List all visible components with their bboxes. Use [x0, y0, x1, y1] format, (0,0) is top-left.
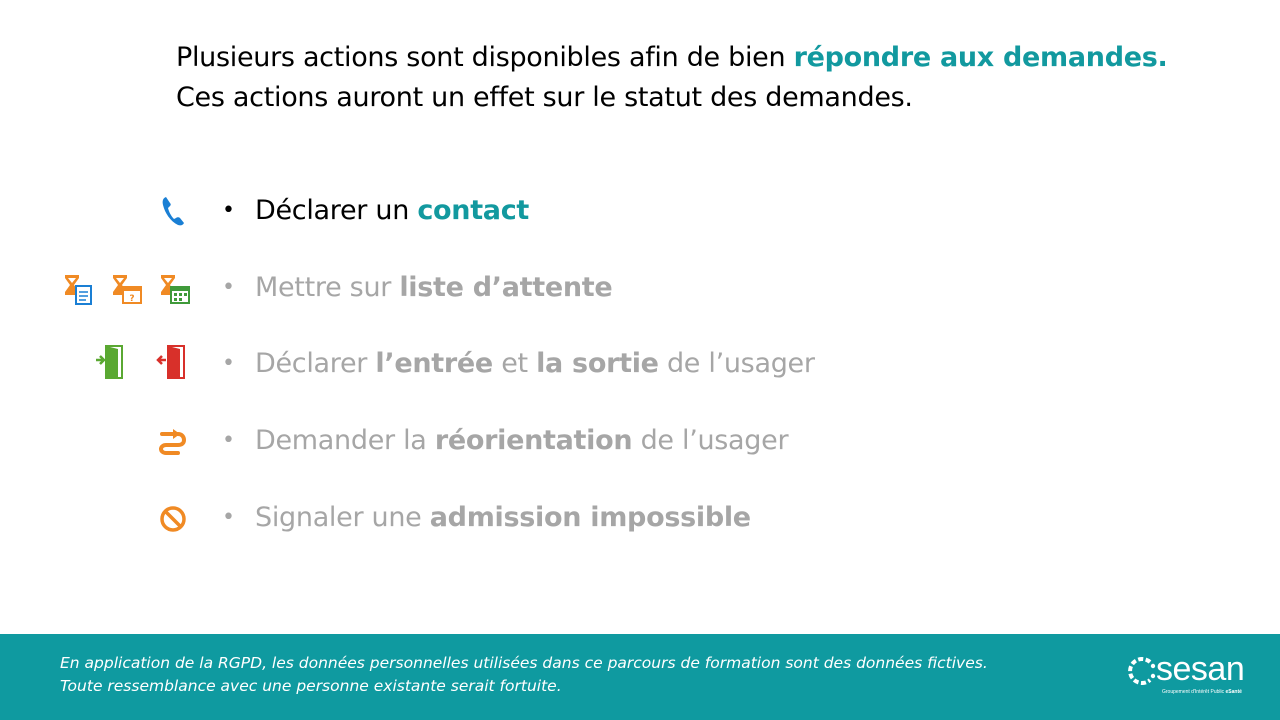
phone-icon — [160, 195, 186, 227]
intro-text — [176, 38, 1236, 118]
action-entry-exit: • Déclarer l’entrée et la sortie de l’usager — [0, 339, 1000, 389]
hourglass-document-icon — [62, 272, 96, 306]
intro-line-2: Ces actions auront un effet sur le statut des demandes. — [176, 82, 913, 113]
contact-accent: contact — [417, 195, 530, 226]
sesan-logo-mark-icon — [1124, 654, 1158, 688]
intro-line-1: Plusieurs actions sont disponibles afin de bien répondre aux demandes. — [176, 42, 1168, 73]
svg-text:?: ? — [129, 294, 135, 304]
footer-banner — [0, 634, 1280, 720]
action-waiting-list: ? • Mettre sur liste d’attente — [0, 263, 1000, 313]
prohibited-icon — [158, 504, 188, 534]
reorient-arrow-icon — [158, 428, 188, 456]
door-enter-icon — [94, 344, 124, 380]
gdpr-disclaimer: En application de la RGPD, les données personnelles utilisées dans ce parcours de formation sont des données fictives. Toute ressemblance avec une personne existante serait fortuite. — [60, 654, 988, 695]
logo-wordmark: sesan — [1156, 650, 1245, 688]
logo-tagline: Groupement d'Intérêt Public eSanté — [1162, 689, 1242, 695]
action-admission-impossible: • Signaler une admission impossible — [0, 493, 1000, 543]
action-declare-contact: • Déclarer un contact — [0, 186, 1000, 236]
door-exit-icon — [156, 344, 186, 380]
hourglass-calendar-icon — [158, 272, 192, 306]
sesan-logo — [1124, 652, 1254, 702]
action-reorientation: • Demander la réorientation de l’usager — [0, 416, 1000, 466]
hourglass-question-icon — [110, 272, 144, 306]
intro-accent: répondre aux demandes. — [793, 42, 1168, 73]
